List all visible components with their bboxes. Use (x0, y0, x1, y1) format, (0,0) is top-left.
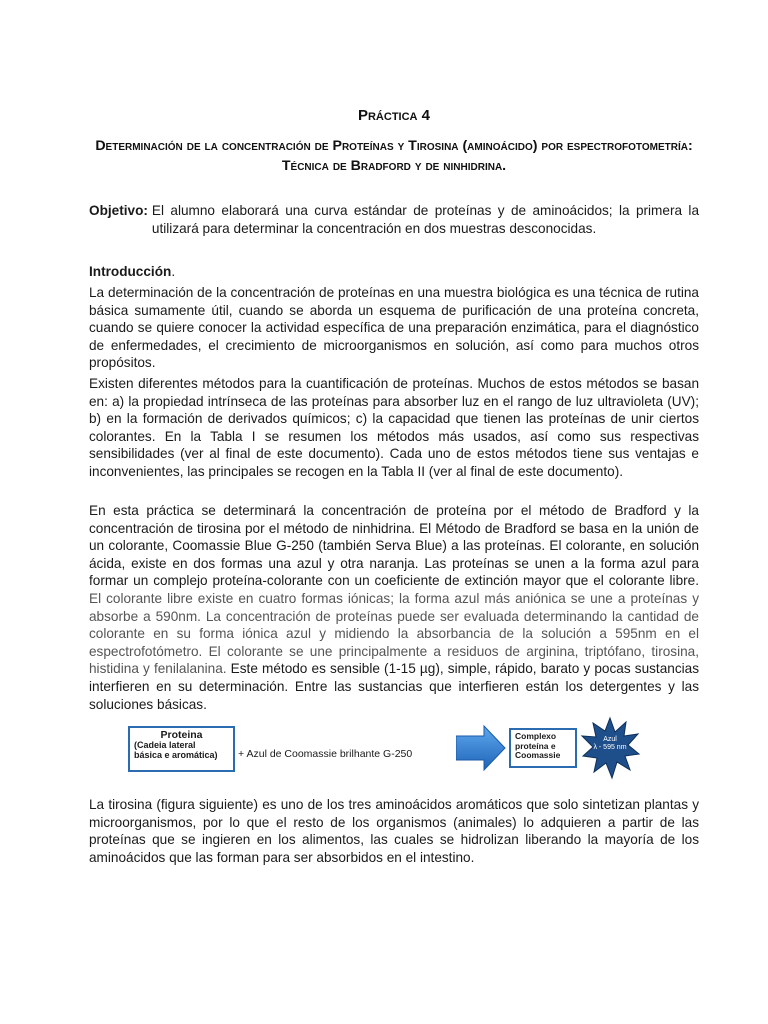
star-label (590, 736, 630, 752)
intro-paragraph-3-b: El colorante libre existe en cuatro formas iónicas; la forma azul más aniónica se une a proteínas y absorbe a 590nm. La concentración de proteínas puede ser evaluada determinando la cantidad de colorante en su forma iónica azul y midiendo la absorbancia de la solución a 595nm en el espectrofotómetro. El colorante se une principalmente a residuos de arginina, triptófano, tirosina, histidina y fenilalanina. (89, 590, 699, 677)
star-label-line-2: λ - 595 nm (593, 744, 627, 751)
coomassie-label: + Azul de Coomassie brilhante G-250 (238, 748, 413, 760)
protein-box (128, 726, 235, 772)
protein-box-sub1: (Cadeia lateral (134, 740, 196, 750)
practice-title: Práctica 4 (357, 107, 430, 124)
intro-paragraph-3 (89, 502, 699, 713)
document-title: Determinación de la concentración de Proteínas y Tirosina (aminoácido) por espectrofotometría: Técnica de Bradford y de ninhidrina. (95, 138, 693, 174)
protein-box-title: Proteina (160, 729, 203, 741)
introduction-heading (89, 263, 175, 281)
reaction-arrow-icon (456, 724, 506, 772)
introduction-heading-dot: . (171, 264, 176, 279)
intro-paragraph-3-a: En esta práctica se determinará la concentración de proteína por el método de Bradford y la concentración de tirosina por el método de ninhidrina. El Método de Bradford se basa en la unión de un colorante, Coomassie Blue G-250 (también Serva Blue) a las proteínas. El colorante, en solución ácida, existe en dos formas una azul y otra naranja. Las proteínas se unen a la forma azul para formar un complejo proteína-colorante con un coeficiente de extinción mayor que el colorante libre. (89, 503, 699, 589)
intro-paragraph-3-c: Este método es sensible (1-15 µg), simple, rápido, barato y pocas sustancias interfieren en su determinación. Entre las sustancias que interfieren están los detergentes y las soluciones básicas. (89, 661, 699, 712)
complex-box (509, 728, 577, 768)
intro-paragraph-1: La determinación de la concentración de proteínas en una muestra biológica es una técnica de rutina básica sumamente útil, cuando se aborda un esquema de purificación de una proteína concreta, cuando se quiere conocer la actividad específica de una preparación enzimática, para el diagnóstico de enfermedades, el crecimiento de microorganismos en solución, así como para muchos otros propósitos. (89, 285, 699, 371)
intro-paragraph-4: La tirosina (figura siguiente) es uno de los tres aminoácidos aromáticos que solo sintetizan plantas y microorganismos, por lo que el resto de los organismos (animales) lo adquieren a partir de las proteínas que se ingieren en los alimentos, las cuales se hidrolizan liberando la mayoría de los aminoácidos que las forman para ser absorbidos en el intestino. (89, 797, 699, 865)
introduction-heading-text: Introducción (89, 264, 172, 279)
protein-box-sub2: básica e aromática) (134, 750, 218, 760)
complex-line-3: Coomassie (515, 750, 561, 760)
objective-label: Objetivo: (89, 203, 148, 218)
star-label-line-1: Azul (603, 736, 617, 743)
complex-line-2: proteína e (515, 740, 556, 751)
objective-section (89, 202, 699, 237)
intro-paragraph-2: Existen diferentes métodos para la cuantificación de proteínas. Muchos de estos métodos se basan en: a) la propiedad intrínseca de las proteínas para absorber luz en el rango de luz ultravioleta (UV); b) en la formación de derivados químicos; c) la capacidad que tienen las proteínas de unir ciertos colorantes. En la Tabla I se resumen los métodos más usados, así como sus respectivas sensibilidades (ver al final de este documento). Cada uno de estos métodos tiene sus ventajas e inconvenientes, las principales se recogen en la Tabla II (ver al final de este documento). (89, 376, 699, 479)
bradford-reaction-figure (128, 716, 714, 780)
complex-line-1: Complexo (515, 731, 557, 741)
objective-text: El alumno elaborará una curva estándar de proteínas y de aminoácidos; la primera la utilizará para determinar la concentración en dos muestras desconocidas. (151, 203, 699, 236)
